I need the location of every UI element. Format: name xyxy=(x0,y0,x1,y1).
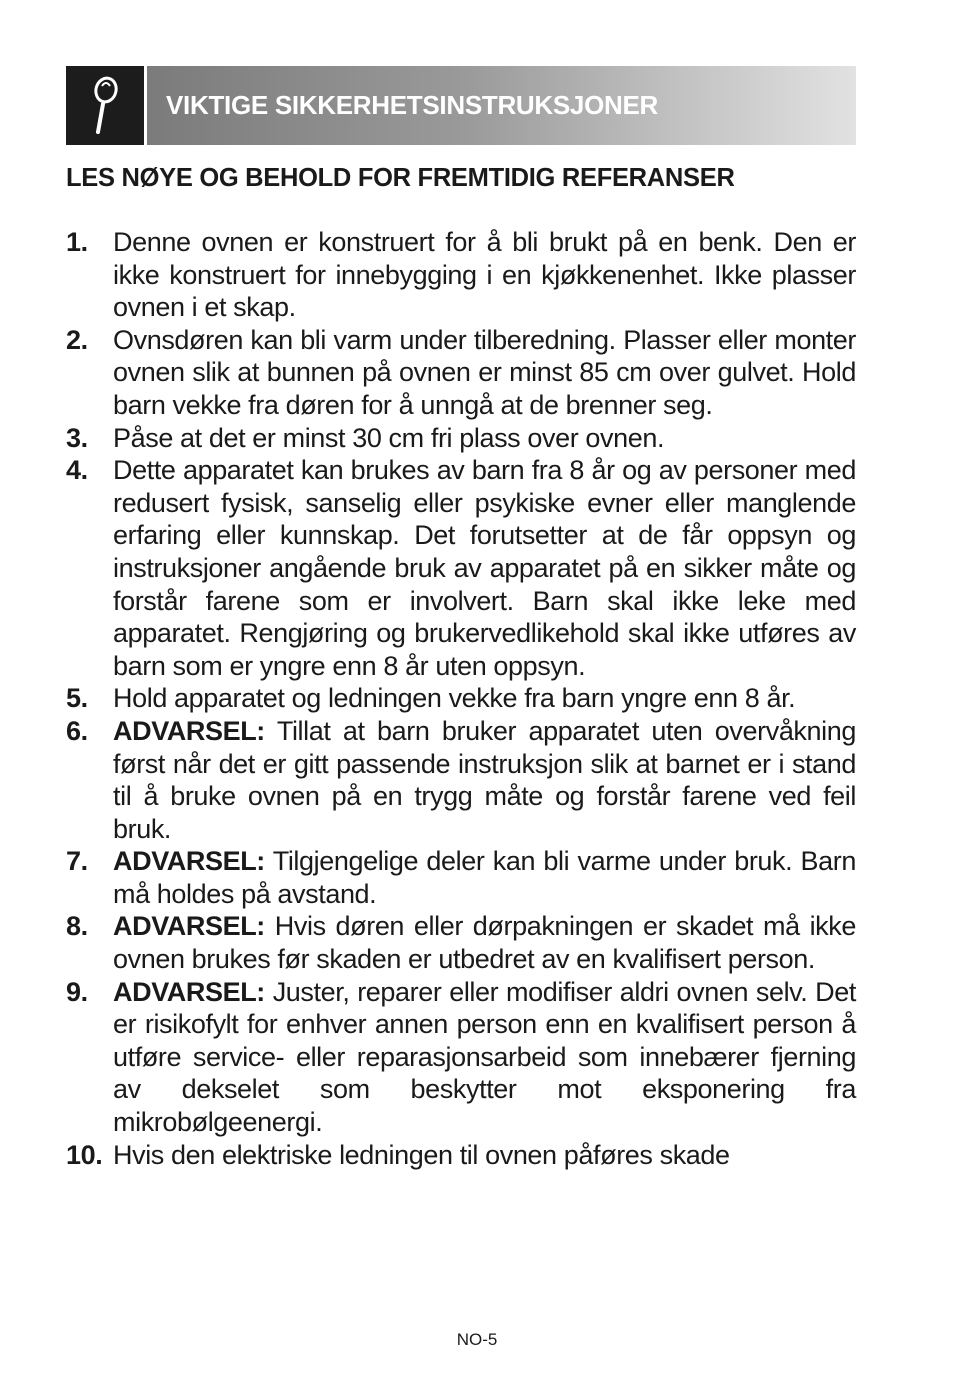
subheading: LES NØYE OG BEHOLD FOR FREMTIDIG REFERANSER xyxy=(66,164,735,192)
item-number: 8. xyxy=(66,911,88,942)
warning-label: ADVARSEL: xyxy=(113,846,265,877)
warning-label: ADVARSEL: xyxy=(113,911,265,942)
item-text: Tillat at barn bruker apparatet uten overvåkning først når det er gitt passende instruksjon slik at barnet er i stand til å bruke ovnen på en trygg måte og forstår farene ved feil bruk. xyxy=(113,715,856,844)
item-text: Dette apparatet kan brukes av barn fra 8 år og av personer med redusert fysisk, sanselig eller psykiske evner eller manglende erfaring eller kunnskap. Det forutsetter at de får oppsyn og instruksjoner angående bruk av apparatet på en sikker måte og forstår farene som er involvert. Barn skal ikke leke med apparatet. Rengjøring og brukervedlikehold skal ikke utføres av barn som er yngre enn 8 år uten oppsyn. xyxy=(113,455,856,681)
item-text: Ovnsdøren kan bli varm under tilberedning. Plasser eller monter ovnen slik at bunnen på ovnen er minst 85 cm over gulvet. Hold barn vekke fra døren for å unngå at de brenner seg. xyxy=(113,324,856,420)
section-title: VIKTIGE SIKKERHETSINSTRUKSJONER xyxy=(166,90,658,120)
item-text: Juster, reparer eller modifiser aldri ovnen selv. Det er risikofylt for enhver annen person enn en kvalifisert person å utføre service- eller reparasjonsarbeid som innebærer fjerning av dekselet som beskytter mot eksponering fra mikrobølgeenergi. xyxy=(113,976,856,1138)
warning-label: ADVARSEL: xyxy=(113,715,265,746)
safety-instructions-list xyxy=(66,226,856,1171)
item-text: Påse at det er minst 30 cm fri plass over ovnen. xyxy=(113,422,665,453)
list-item xyxy=(66,845,856,910)
list-item xyxy=(66,1139,856,1172)
item-number: 7. xyxy=(66,846,88,877)
list-item xyxy=(66,454,856,682)
item-number: 1. xyxy=(66,227,88,257)
page-number: NO-5 xyxy=(456,1330,498,1349)
list-item xyxy=(66,324,856,422)
item-text: Hvis døren eller dørpakningen er skadet må ikke ovnen brukes før skaden er utbedret av en kvalifisert person. xyxy=(113,911,856,975)
manual-pen-icon xyxy=(88,76,122,136)
item-text: Hold apparatet og ledningen vekke fra barn yngre enn 8 år. xyxy=(113,683,796,714)
warning-label: ADVARSEL: xyxy=(113,976,265,1007)
list-item xyxy=(66,682,856,715)
section-header xyxy=(66,66,856,145)
list-item xyxy=(66,715,856,845)
item-number: 3. xyxy=(66,422,88,453)
item-number: 2. xyxy=(66,324,88,355)
item-text: Hvis den elektriske ledningen til ovnen påføres skade xyxy=(113,1139,730,1170)
list-item xyxy=(66,226,856,324)
header-title-box xyxy=(144,66,856,145)
item-text: Tilgjengelige deler kan bli varme under bruk. Barn må holdes på avstand. xyxy=(113,846,856,909)
list-item xyxy=(66,910,856,975)
item-text: Denne ovnen er konstruert for å bli brukt på en benk. Den er ikke konstruert for innebygging i en kjøkkenenhet. Ikke plasser ovnen i et skap. xyxy=(113,227,856,323)
item-number: 4. xyxy=(66,455,88,486)
item-number: 10. xyxy=(66,1139,103,1170)
item-number: 5. xyxy=(66,683,88,714)
list-item xyxy=(66,976,856,1139)
item-number: 9. xyxy=(66,976,88,1007)
list-item xyxy=(66,422,856,455)
header-icon-box xyxy=(66,66,144,145)
item-number: 6. xyxy=(66,715,88,746)
